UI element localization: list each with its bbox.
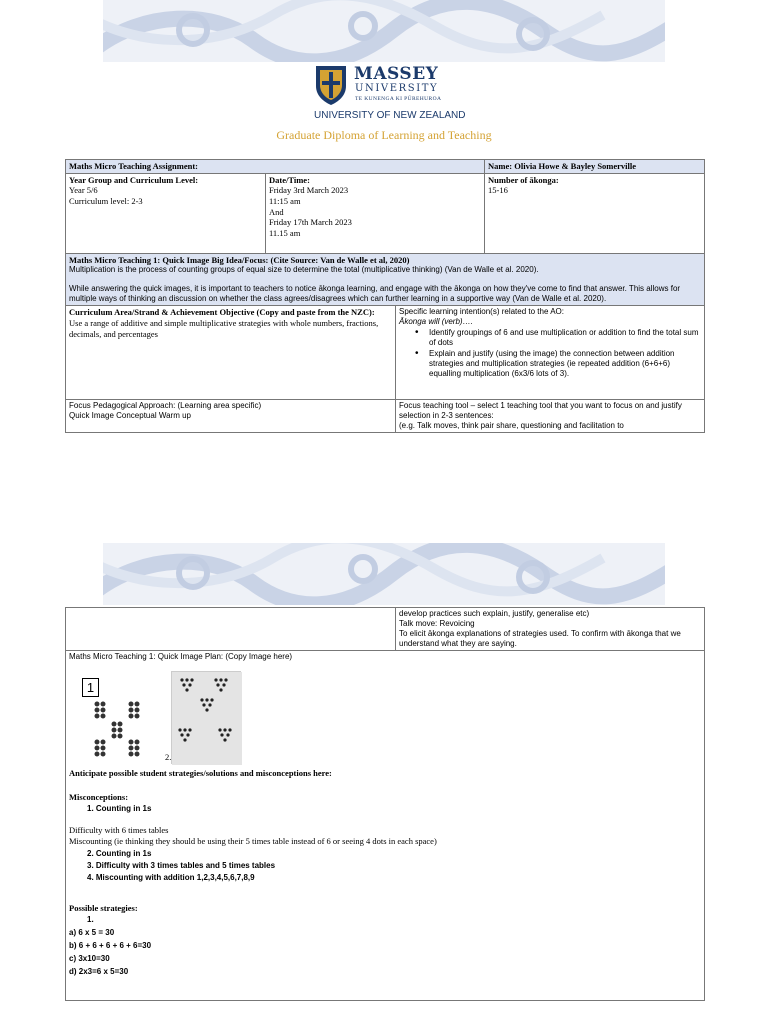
list-item: • Explain and justify (using the image) the connection between addition strategies and multiplication strategies (ie repeated addition (6+6+6) equalling multiplication (6x3/6 lots of 3). — [429, 349, 701, 379]
talk-move-cell: develop practices such explain, justify, generalise etc) Talk move: Revoicing To elicit ākonga explanations of strategies used. To confirm with ākonga that we understand what they are saying. — [396, 608, 705, 651]
list-item: 2. Counting in 1s — [87, 848, 152, 858]
list-item: 4. Miscounting with addition 1,2,3,4,5,6,7,8,9 — [87, 872, 255, 882]
empty-cell — [66, 608, 396, 651]
curriculum-cell: Curriculum Area/Strand & Achievement Objective (Copy and paste from the NZC): Use a range of additive and simple multiplicative strategies with whole numbers, fractions, decimals, and percentages — [66, 306, 396, 400]
learning-intention-cell: Specific learning intention(s) related to the AO: Ākonga will (verb)…. • Identify groupings of 6 and use multiplication or addition to find the total sum of dots • Explain and justify (using the image) the connection between addition strategies and multiplication strategies (ie repeated addition (6+6+6) equalling multiplication (6x3/6 lots of 3). — [396, 306, 705, 400]
assignment-label-cell: Maths Micro Teaching Assignment: — [66, 160, 485, 174]
photo-dots-image — [172, 672, 242, 765]
list-item: 3. Difficulty with 3 times tables and 5 times tables — [87, 860, 276, 870]
akonga-count-cell: Number of ākonga: 15-16 — [485, 173, 705, 253]
difficulty-line: Difficulty with 6 times tables — [69, 825, 169, 836]
crest-icon — [314, 64, 348, 106]
page2-banner — [103, 543, 665, 605]
quick-image-photo — [171, 671, 241, 764]
koru-pattern-graphic — [103, 543, 665, 605]
dot-pattern-image — [93, 700, 153, 758]
miscounting-line: Miscounting (ie thinking they should be using their 5 times table instead of 6 or seeing 4 dots in each space) — [69, 835, 437, 846]
logo-maori: TE KUNENGA KI PŪREHUROA — [355, 96, 442, 102]
focus-tool-cell: Focus teaching tool – select 1 teaching tool that you want to focus on and justify selection in 2-3 sentences: (e.g. Talk moves, think pair share, questioning and facilitation to — [396, 400, 705, 433]
name-cell: Name: Olivia Howe & Bayley Somerville — [485, 160, 705, 174]
strategies-heading: Possible strategies: — [69, 902, 138, 913]
logo-sub: UNIVERSITY — [355, 83, 439, 94]
quick-image-plan-cell: Maths Micro Teaching 1: Quick Image Plan: (Copy Image here) 1 2. Anticipate possible student strategies/solutions and misconceptions here: Misconceptions: 1. Counting in 1s Difficulty with 6 times tables Miscounting (ie thinking they should be using their 5 times table instead of 6 or seeing 4 dots in each space) 2. Counting in 1s 3. Difficulty with 3 times tables and 5 times tables 4. Miscounting with addition 1,2,3,4,5,6,7,8,9 Possible strategies: 1. a) 6 x 5 = 30 b) 6 + 6 + 6 + 6 + 6=30 c) 3x10=30 d) 2x3=6 x 5=30 — [66, 651, 705, 1001]
big-idea-cell: Maths Micro Teaching 1: Quick Image Big Idea/Focus: (Cite Source: Van de Walle et al, 2020) Multiplication is the process of counting groups of equal size to determine the total (multiplicative thinking) (Van de Walle et al. 2020). While answering the quick images, it is important to teachers to notice ākonga learning, and engage with the ākonga on how they've come to find that answer. This allows for multiple ways of thinking an discussion on whether the class agrees/disagrees which can further learning in a supportive way (Van de Walle et al. 2020). — [66, 253, 705, 306]
image-2-label: 2. — [165, 752, 172, 762]
list-item: 1. Counting in 1s — [87, 804, 152, 814]
massey-logo — [314, 62, 464, 124]
logo-main: MASSEY — [354, 64, 439, 84]
plan-table-2 — [65, 607, 705, 1001]
focus-approach-cell: Focus Pedagogical Approach: (Learning area specific) Quick Image Conceptual Warm up — [66, 400, 396, 433]
logo-country: UNIVERSITY OF NEW ZEALAND — [314, 110, 466, 121]
header-banner — [103, 0, 665, 62]
koru-pattern-graphic — [103, 0, 665, 62]
plan-table-1 — [65, 159, 705, 433]
strategy-item: d) 2x3=6 x 5=30 — [69, 967, 129, 977]
strategy-item: b) 6 + 6 + 6 + 6 + 6=30 — [69, 941, 152, 951]
strategy-item: a) 6 x 5 = 30 — [69, 928, 115, 938]
list-item: • Identify groupings of 6 and use multiplication or addition to find the total sum of dots — [429, 328, 701, 348]
image-1-label: 1 — [82, 678, 99, 697]
page-subtitle: Graduate Diploma of Learning and Teaching — [276, 128, 492, 142]
year-group-cell: Year Group and Curriculum Level: Year 5/6 Curriculum level: 2-3 — [66, 173, 266, 253]
strategy-number: 1. — [87, 915, 94, 925]
strategy-item: c) 3x10=30 — [69, 954, 110, 964]
anticipate-heading: Anticipate possible student strategies/solutions and misconceptions here: — [69, 768, 332, 778]
misconceptions-heading: Misconceptions: — [69, 791, 129, 802]
date-time-cell: Date/Time: Friday 3rd March 2023 11:15 am And Friday 17th March 2023 11.15 am — [266, 173, 485, 253]
